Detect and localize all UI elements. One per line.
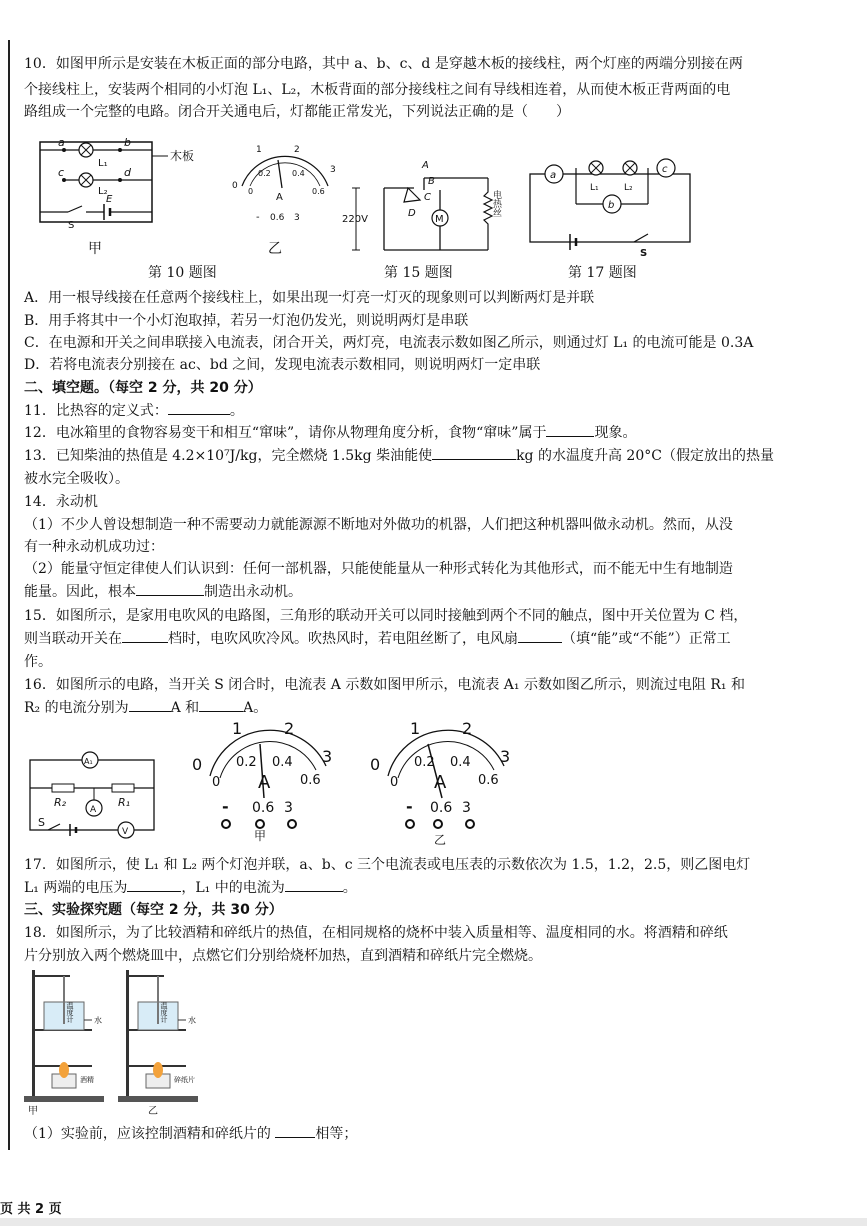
fig15-hairdryer-circuit <box>342 160 508 255</box>
cap-17: 第 17 题图 <box>568 265 637 281</box>
svg-text:0.6: 0.6 <box>478 773 499 788</box>
svg-text:a: a <box>550 170 557 181</box>
svg-text:-: - <box>256 212 260 223</box>
label-b: b <box>124 136 131 149</box>
q17-blank-1[interactable] <box>127 877 181 892</box>
svg-text:0: 0 <box>192 755 203 774</box>
q10-line3: 路组成一个完整的电路。闭合开关通电后，灯都能正常发光，下列说法正确的是（ ） <box>24 104 570 120</box>
svg-text:S: S <box>640 248 648 259</box>
label-S: S <box>68 220 75 231</box>
q10-option-b: B．用手将其中一个小灯泡取掉，若另一灯泡仍发光，则说明两灯是串联 <box>24 313 469 329</box>
page-bottom-edge <box>0 1218 867 1226</box>
q15-line1: 15．如图所示，是家用电吹风的电路图，三角形的联动开关可以同时接触到两个不同的触点，图中开关位置为 C 档， <box>24 608 748 624</box>
q13-blank[interactable] <box>432 445 516 460</box>
svg-text:甲: 甲 <box>28 1106 38 1117</box>
svg-text:3: 3 <box>294 213 300 223</box>
q17-line2: L₁ 两端的电压为 ，L₁ 中的电流为 。 <box>24 876 797 900</box>
svg-text:B: B <box>428 176 435 187</box>
q13-line1: 13．已知柴油的热值是 4.2×10⁷J/kg，完全燃烧 1.5kg 柴油能使 kg 的水温度升高 20°C（假定放出的热量 <box>24 444 797 468</box>
section-3-heading: 三、实验探究题（每空 2 分，共 30 分） <box>24 902 283 918</box>
fig10-yi-caption: 乙 <box>268 241 282 257</box>
q12-blank[interactable] <box>546 422 594 437</box>
q12: 12．电冰箱里的食物容易变干和相互“窜味”，请你从物理角度分析，食物“窜味”属于 现象。 <box>24 421 797 445</box>
svg-text:1: 1 <box>232 719 243 738</box>
svg-text:2: 2 <box>294 145 300 155</box>
svg-text:1: 1 <box>410 719 421 738</box>
q14-title: 14．永动机 <box>24 494 98 510</box>
svg-text:温度计: 温度计 <box>160 1002 168 1023</box>
svg-text:0.6: 0.6 <box>312 187 325 196</box>
q16-meter-yi <box>366 714 516 849</box>
svg-text:220V: 220V <box>342 214 368 225</box>
fig17-circuit <box>524 150 704 259</box>
q14-p1b: 有一种永动机成功过： <box>24 539 164 555</box>
svg-text:3: 3 <box>462 800 471 816</box>
svg-text:0.6: 0.6 <box>252 800 275 816</box>
svg-text:R₁: R₁ <box>118 796 131 809</box>
label-c: c <box>58 166 65 179</box>
svg-text:3: 3 <box>500 747 511 766</box>
q18-apparatus-jia <box>22 968 112 1118</box>
label-a: a <box>58 136 65 149</box>
q15-line2: 则当联动开关在 档时，电吹风吹冷风。吹热风时，若电阻丝断了，电风扇 （填“能”或“不能”）正常工 <box>24 627 797 651</box>
svg-text:V: V <box>122 827 129 837</box>
svg-text:0.2: 0.2 <box>236 755 257 770</box>
svg-text:0: 0 <box>232 181 238 191</box>
svg-text:乙: 乙 <box>148 1106 158 1117</box>
svg-text:0.2: 0.2 <box>258 169 271 178</box>
q17-line1: 17．如图所示，使 L₁ 和 L₂ 两个灯泡并联，a、b、c 三个电流表或电压表的示数依次为 1.5，1.2，2.5，则乙图电灯 <box>24 857 751 873</box>
svg-text:A: A <box>276 192 283 203</box>
svg-text:0.6: 0.6 <box>300 773 321 788</box>
fig10-jia-caption: 甲 <box>88 241 102 257</box>
svg-text:b: b <box>608 200 615 211</box>
svg-text:D: D <box>408 208 416 219</box>
svg-text:3: 3 <box>330 165 336 175</box>
q15-line3: 作。 <box>24 654 52 670</box>
svg-text:2: 2 <box>284 719 295 738</box>
svg-text:温度计: 温度计 <box>66 1002 74 1023</box>
svg-text:L₁: L₁ <box>590 183 599 193</box>
svg-text:0.4: 0.4 <box>272 755 293 770</box>
q14-blank[interactable] <box>136 581 204 596</box>
q16-meter-jia <box>188 714 338 844</box>
q14-p2a: （2）能量守恒定律使人们认识到：任何一部机器，只能使能量从一种形式转化为其他形式，而不能无中生有地制造 <box>24 561 733 577</box>
svg-text:-: - <box>222 797 229 816</box>
label-L1: L₁ <box>98 158 108 169</box>
svg-text:酒精: 酒精 <box>80 1076 94 1084</box>
q18-sub1: （1）实验前，应该控制酒精和碎纸片的 相等； <box>24 1122 797 1146</box>
svg-text:A: A <box>434 772 447 793</box>
svg-text:0.4: 0.4 <box>292 169 305 178</box>
svg-text:0.6: 0.6 <box>270 213 285 223</box>
svg-text:-: - <box>406 797 413 816</box>
q16-blank-1[interactable] <box>129 697 171 712</box>
q16-line2: R₂ 的电流分别为 A 和 A。 <box>24 696 797 720</box>
q16-blank-2[interactable] <box>199 697 243 712</box>
svg-text:1: 1 <box>256 145 262 155</box>
q18-apparatus-yi <box>116 968 226 1118</box>
svg-text:L₂: L₂ <box>624 183 633 193</box>
q10-option-d: D．若将电流表分别接在 ac、bd 之间，发现电流表示数相同，则说明两灯一定串联 <box>24 357 541 373</box>
svg-text:A₁: A₁ <box>84 757 93 766</box>
svg-text:电热丝: 电热丝 <box>491 190 501 217</box>
svg-text:A: A <box>258 772 271 793</box>
svg-text:0.6: 0.6 <box>430 800 453 816</box>
label-d: d <box>124 166 131 179</box>
margin-line <box>8 40 10 1150</box>
page-footer: 页 共 2 页 <box>0 1202 62 1217</box>
meter-yi-label: 乙 <box>434 833 447 847</box>
svg-text:C: C <box>424 192 431 203</box>
svg-text:2: 2 <box>462 719 473 738</box>
label-L2: L₂ <box>98 186 108 197</box>
cap-15: 第 15 题图 <box>384 265 453 281</box>
q18-line1: 18．如图所示，为了比较酒精和碎纸片的热值，在相同规格的烧杯中装入质量相等、温度相同的水。将酒精和碎纸 <box>24 925 728 941</box>
q10-line1: 10．如图甲所示是安装在木板正面的部分电路，其中 a、b、c、d 是穿越木板的接线柱，两个灯座的两端分别接在两 <box>24 56 743 72</box>
svg-text:c: c <box>662 164 668 175</box>
q15-blank-1[interactable] <box>122 628 168 643</box>
fig10-yi-meter <box>228 140 338 230</box>
svg-text:0: 0 <box>370 755 381 774</box>
label-E: E <box>106 194 113 205</box>
svg-text:R₂: R₂ <box>54 796 67 809</box>
svg-text:水: 水 <box>188 1016 196 1025</box>
svg-text:3: 3 <box>284 800 293 816</box>
label-board: 木板 <box>170 149 195 163</box>
q16-circuit <box>26 748 166 838</box>
q15-blank-2[interactable] <box>518 628 562 643</box>
svg-text:S: S <box>38 816 45 829</box>
svg-text:A: A <box>90 805 97 815</box>
q18-line2: 片分别放入两个燃烧皿中，点燃它们分别给烧杯加热，直到酒精和碎纸片完全燃烧。 <box>24 948 542 964</box>
q18-blank-1[interactable] <box>275 1123 315 1138</box>
svg-text:3: 3 <box>322 747 333 766</box>
section-2-heading: 二、填空题。（每空 2 分，共 20 分） <box>24 380 262 396</box>
q10-option-a: A．用一根导线接在任意两个接线柱上，如果出现一灯亮一灯灭的现象则可以判断两灯是并联 <box>24 290 595 306</box>
svg-text:0.4: 0.4 <box>450 755 471 770</box>
svg-text:A: A <box>422 160 429 171</box>
q11: 11．比热容的定义式： 。 <box>24 399 797 423</box>
q13-line2: 被水完全吸收）。 <box>24 471 129 487</box>
q16-line1: 16．如图所示的电路，当开关 S 闭合时，电流表 A 示数如图甲所示，电流表 A₁ 示数如图乙所示，则流过电阻 R₁ 和 <box>24 677 745 693</box>
q10-option-c: C．在电源和开关之间串联接入电流表，闭合开关，两灯亮，电流表示数如图乙所示，则通过灯 L₁ 的电流可能是 0.3A <box>24 335 754 351</box>
fig10-jia-circuit <box>28 136 208 236</box>
q11-blank[interactable] <box>168 400 230 415</box>
svg-text:M: M <box>435 214 444 225</box>
svg-text:碎纸片: 碎纸片 <box>174 1076 195 1084</box>
q17-blank-2[interactable] <box>285 877 343 892</box>
svg-text:0: 0 <box>248 187 254 196</box>
cap-10: 第 10 题图 <box>148 265 217 281</box>
q14-p1a: （1）不少人曾设想制造一种不需要动力就能源源不断地对外做功的机器，人们把这种机器叫做永动机。然而，从没 <box>24 517 733 533</box>
svg-text:0: 0 <box>390 775 399 790</box>
meter-jia-label: 甲 <box>254 829 267 843</box>
q10-line2: 个接线柱上，安装两个相同的小灯泡 L₁、L₂，木板背面的部分接线柱之间有导线相连着，从而使木板正背两面的电 <box>24 82 731 98</box>
q14-p2b: 能量。因此，根本 制造出永动机。 <box>24 580 797 604</box>
svg-text:0: 0 <box>212 775 221 790</box>
svg-text:0.2: 0.2 <box>414 755 435 770</box>
svg-text:水: 水 <box>94 1016 102 1025</box>
